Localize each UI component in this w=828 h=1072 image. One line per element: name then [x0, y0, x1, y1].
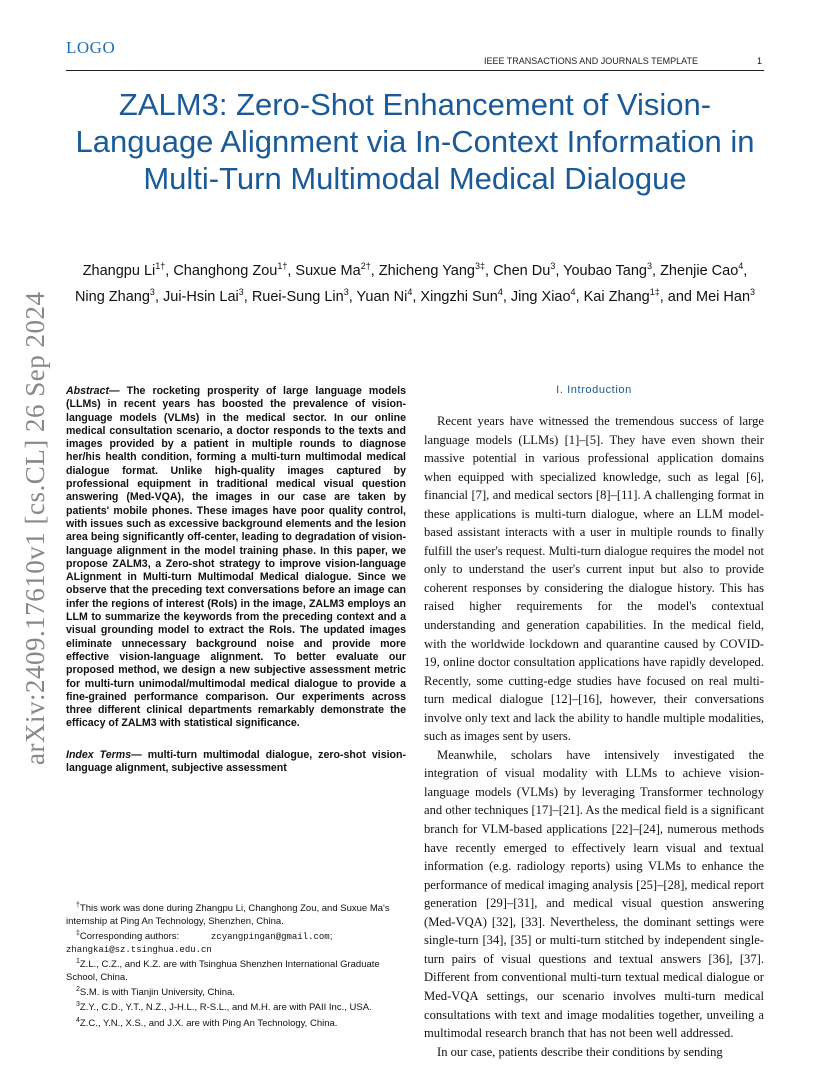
footnote: ‡Corresponding authors: zcyangpingan@gmail.com; zhangkai@sz.tsinghua.edu.cn: [66, 929, 333, 955]
footnote: †This work was done during Zhangpu Li, Changhong Zou, and Suxue Ma's internship at Ping An Technology, Shenzhen, China.: [66, 902, 390, 927]
author-affiliation: 2†: [360, 261, 371, 271]
author-name: Youbao Tang: [563, 262, 647, 279]
author-affiliation: 4: [738, 261, 744, 271]
author-affiliation: 3: [238, 286, 244, 297]
author-affiliation: 3‡: [475, 261, 486, 271]
author-affiliation: 1†: [155, 261, 166, 271]
right-column: [424, 384, 764, 1061]
author-name: Yuan Ni: [356, 288, 408, 305]
author-name: Jui-Hsin Lai: [163, 288, 239, 305]
index-terms: [66, 749, 406, 776]
author-name: Mei Han: [696, 288, 751, 305]
arxiv-side-stamp: arXiv:2409.17610v1 [cs.CL] 26 Sep 2024: [20, 291, 50, 765]
author-name: Kai Zhang: [583, 288, 650, 305]
header-rule: [66, 70, 764, 71]
author-name: Zhenjie Cao: [660, 262, 739, 279]
email-link[interactable]: zhangkai@sz.tsinghua.edu.cn: [66, 944, 212, 955]
index-terms-text: — multi-turn multimodal dialogue, zero-shot vision-language alignment, subjective assessment: [66, 748, 407, 775]
author-list: Zhangpu $Li^{1\dagger}$, Changhong Zou$^{1\dagger}$, Suxue $Ma^{2\dagger}$, Zhicheng Yang$^{3\ddagger}$, Chen Du$^3$, Youbao Tang$^3$, Zhenjie Cao$^4$, Ning Zhang$^3$, Jui-Hsin Lai$^3$, Ruei-Sung Lin$^3$, Yuan Ni$^4$, Xingzhi Sun$^4$, Jing Xiao$^4$, Kai Zhang$^{1\ddagger}$, and Mei Han$^3$: [74, 261, 756, 305]
paper-title: ZALM3: Zero-Shot Enhancement of Vision-Language Alignment via In-Context Information in Multi-Turn Multimodal Medical Dialogue: [75, 87, 755, 196]
author-affiliation: 3: [750, 286, 756, 297]
author-affiliation: 3: [647, 261, 653, 271]
footnote: $^3$Z.Y., C.D., Y.T., N.Z., J-H.L., R-S.L., and M.H. are with PAII Inc., USA.: [76, 1001, 372, 1014]
logo: LOGO: [66, 38, 116, 57]
body-paragraph: In our case, patients describe their conditions by sending: [437, 1044, 723, 1059]
author-name: Zhicheng Yang: [378, 262, 475, 279]
index-terms-label: Index Terms: [66, 748, 132, 761]
page-number: 1: [757, 56, 763, 66]
body-paragraph: Meanwhile, scholars have intensively investigated the integration of visual modality with LLMs to achieve vision-language models (VLMs) by leveraging Transformer technology and other techniques [17]–[21]. As the medical field is a significant branch for VLM-based applications [22]–[24], numerous methods have recently emerged to effectively learn visual and textual information (e.g. radiology reports) using VLMs to enhance the performance of medical imaging analysis [25]–[28], medical report generation [29]–[31], and medical visual question answering (Med-VQA) [32], [33]. Nevertheless, the dominant settings were single-turn [34], [35] or multi-turn stitched by independent single-turn pairs of visual questions and textual answers [36], [37]. Different from conventional multi-turn textual medical dialogue or Med-VQA settings, our scenario involves multi-turn medical consultations with text and image modalities together, unveiling a multimodal research branch that has not been well addressed.: [424, 747, 764, 1041]
abstract-text: — The rocketing prosperity of large language models (LLMs) in recent years has boosted the prevalence of vision-language models (VLMs) in the medical sector. In our online medical consultation scenario, a doctor responds to the texts and images provided by a patient in multiple rounds to diagnose her/his health condition, forming a multi-turn multimodal medical dialogue format. Unlike high-quality images captured by professional equipment in traditional medical visual question answering (Med-VQA), the images in our case are taken by patients' mobile phones. These images have poor quality control, with issues such as excessive background elements and the lesion area being significantly off-center, leading to degradation of vision-language alignment in the model training phase. In this paper, we propose ZALM3, a Zero-shot strategy to improve vision-language ALignment in Multi-turn Multimodal Medical dialogue. Since we observe that the preceding text conversations before an image can infer the regions of interest (RoIs) in the image, ZALM3 employs an LLM to summarize the keywords from the preceding context and a visual grounding model to extract the RoIs. The updated images eliminate unnecessary background noise and provide more effective vision-language alignment. To better evaluate our proposed method, we design a new subjective assessment metric for multi-turn unimodal/multimodal medical dialogue to provide a fine-grained performance comparison. Our experiments across three different clinical departments remarkably demonstrate the efficacy of ZALM3 with statistical significance.: [66, 385, 406, 730]
abstract: [66, 385, 406, 731]
footnote: $^1$Z.L., C.Z., and K.Z. are with Tsinghua Shenzhen International Graduate School, China.: [66, 957, 380, 983]
body-paragraph: Recent years have witnessed the tremendous success of large language models (LLMs) [1]–[5]. They have even shown their massive potential in various professional application domains when equipped with specialized knowledge, such as legal [6], financial [7], and medical sectors [8]–[11]. A challenging format in these applications is multi-turn dialogue, where an LLM model-based assistant interacts with a user in multiple rounds to finally fulfill the user's request. Multi-turn dialogue requires the model not only to understand the user's current input but also to provide coherent responses by considering the dialogue history. This has raised higher requirements for the model's contextual understanding and generation capabilities. In the medical field, with the worldwide lockdown and quarantine caused by COVID-19, online doctor consultation applications have rapidly developed. Recently, some cutting-edge studies have focused on real multi-turn medical dialogue [12]–[16], however, their conversations involve only text and lack the ability to handle multiple modalities, such as images sent by users.: [424, 414, 764, 744]
author-name: Jing Xiao: [510, 288, 571, 305]
footnote: $^2$S.M. is with Tianjin University, China.: [76, 985, 235, 999]
author-affiliation: 1†: [277, 261, 288, 271]
author-name: Chen Du: [493, 262, 551, 279]
left-column: [66, 385, 406, 775]
journal-header: IEEE TRANSACTIONS AND JOURNALS TEMPLATE: [483, 56, 698, 66]
author-affiliation: 3: [149, 286, 155, 297]
author-affiliation: 3: [343, 286, 349, 297]
author-name: Ning Zhang: [74, 288, 150, 305]
author-name: Ruei-Sung Lin: [251, 288, 344, 305]
footnote: $^4$Z.C., Y.N., X.S., and J.X. are with Ping An Technology, China.: [76, 1017, 338, 1030]
author-name: Xingzhi Sun: [420, 288, 498, 305]
author-name: Changhong Zou: [173, 262, 278, 279]
section-heading: I. Introduction: [556, 384, 632, 396]
footnotes: [66, 900, 408, 1031]
author-name: Zhangpu Li: [82, 262, 156, 279]
author-affiliation: 3: [550, 261, 556, 271]
author-affiliation: 4: [407, 286, 413, 297]
author-affiliation: 1‡: [649, 286, 660, 297]
email-link[interactable]: zcyangpingan@gmail.com: [210, 932, 330, 943]
author-affiliation: 4: [570, 286, 576, 297]
author-name: Suxue Ma: [295, 262, 361, 279]
abstract-label: Abstract: [66, 385, 109, 397]
author-affiliation: 4: [497, 286, 503, 297]
